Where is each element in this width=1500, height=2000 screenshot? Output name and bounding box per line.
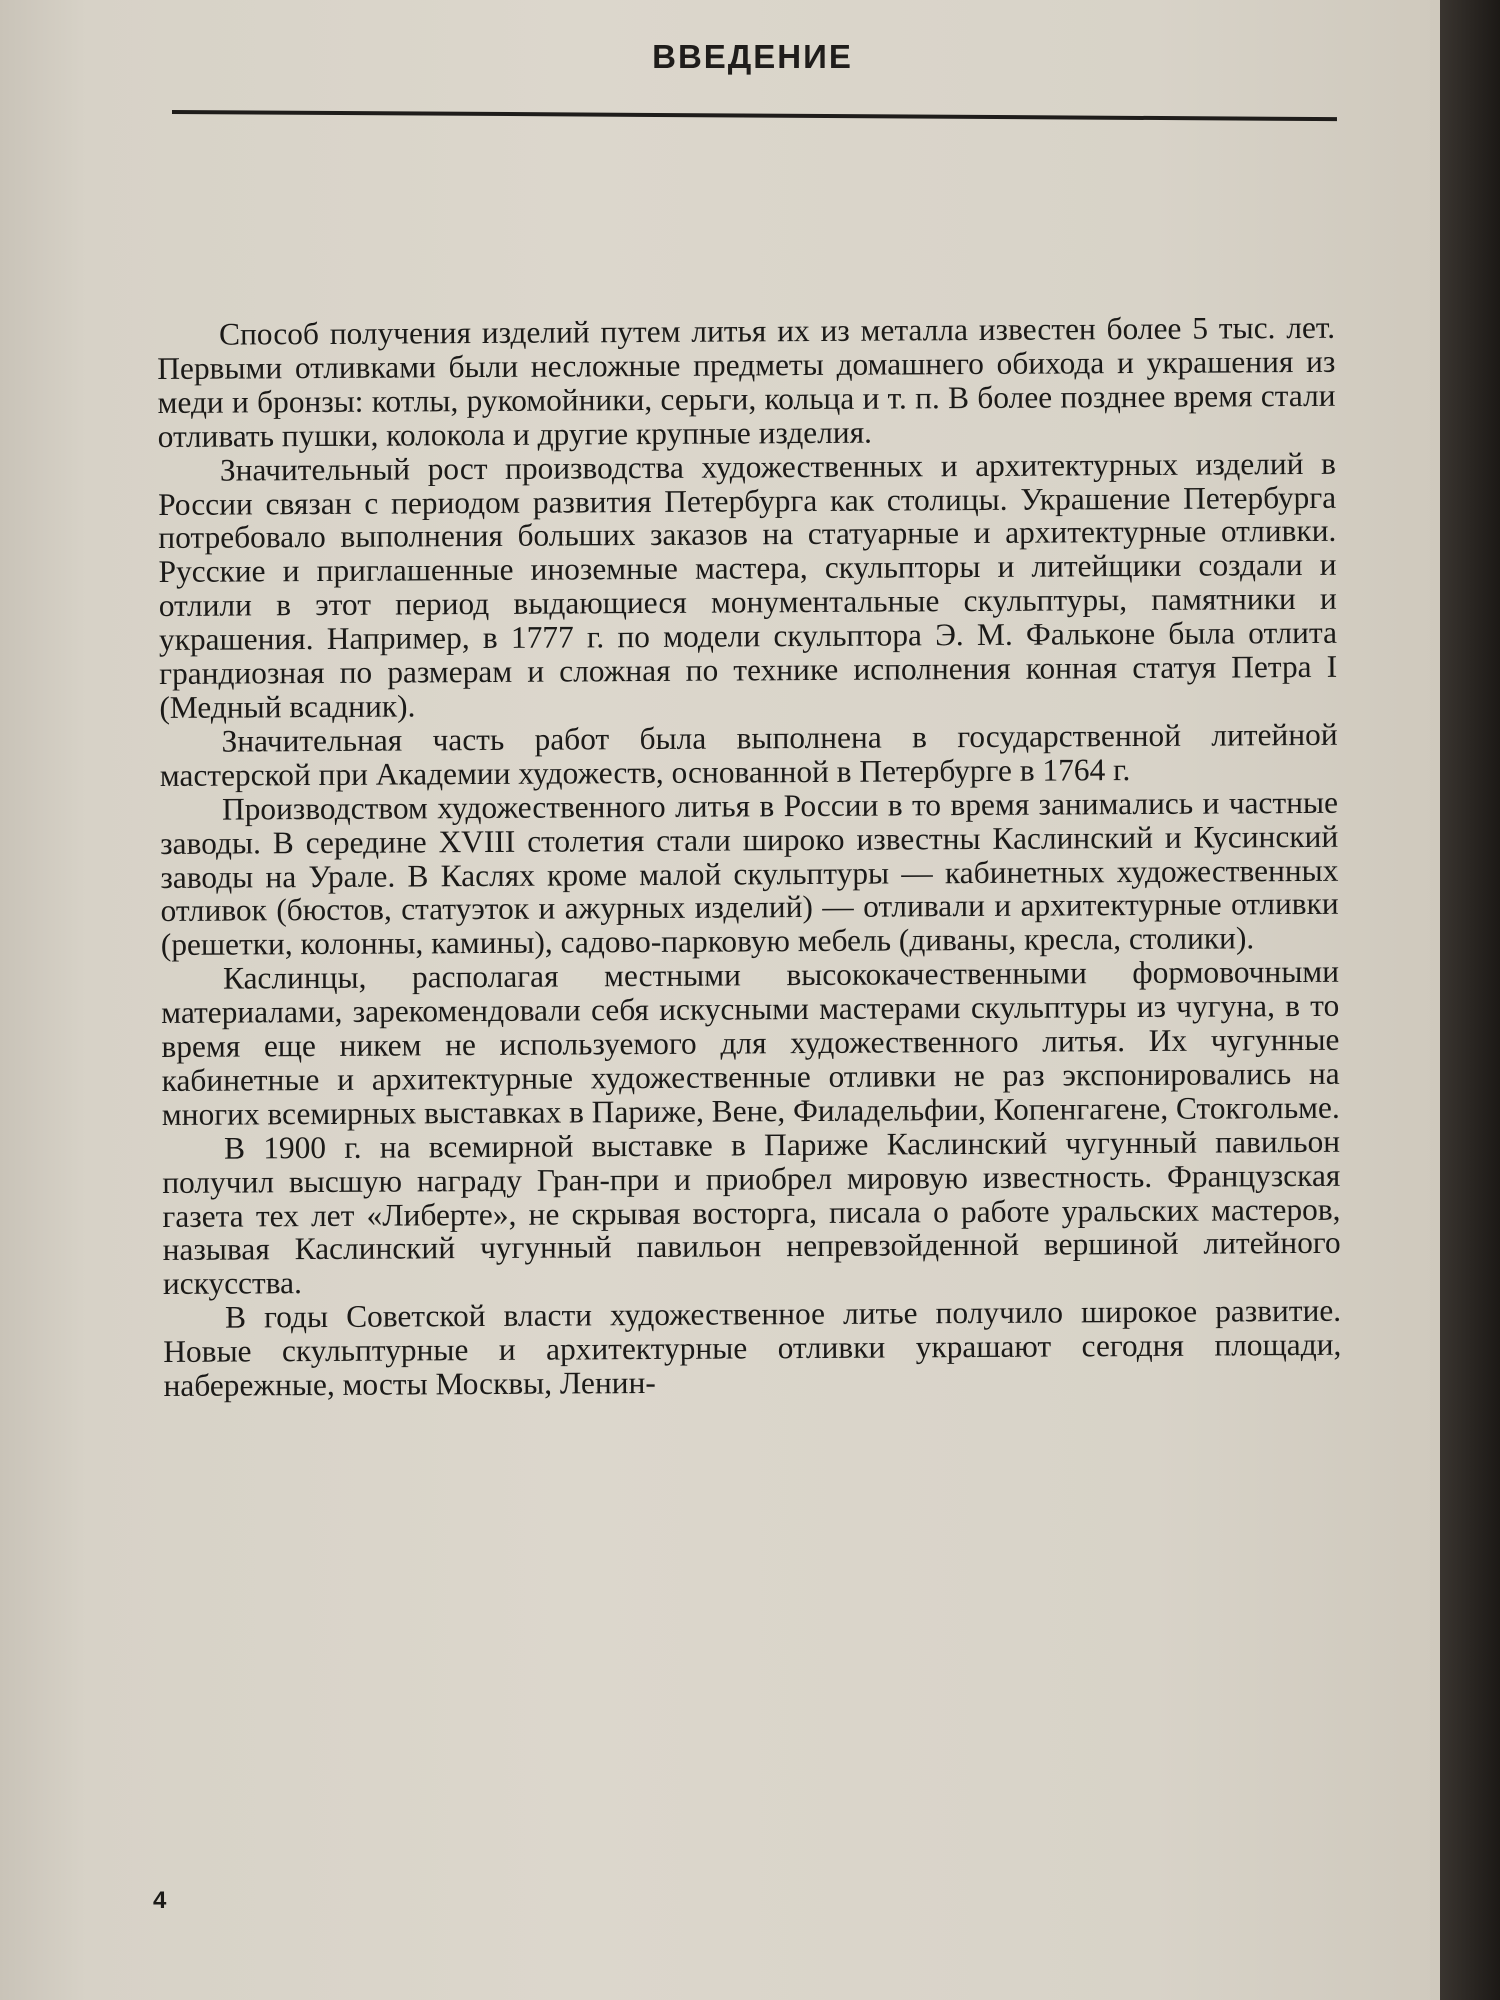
paragraph: В 1900 г. на всемирной выставке в Париже Каслинский чугунный павильон получил высшую награду Гран-при и приобрел мировую известность. Французская газета тех лет «Либерте», не скрывая восторга, писала о работе уральских мастеров, называя Каслинский чугунный павильон непревзойденной вершиной литейного искусства.: [162, 1123, 1341, 1302]
chapter-title: ВВЕДЕНИЕ: [652, 38, 853, 75]
paragraph: Значительный рост производства художественных и архитектурных изделий в России связан с периодом развития Петербурга как столицы. Украшение Петербурга потребовало выполнения больших заказов на статуарные и архитектурные отливки. Русские и приглашенные иноземные мастера, скульпторы и литейщики создали и отлили в этот период выдающиеся монументальные скульптуры, памятники и украшения. Например, в 1777 г. по модели скульптора Э. М. Фальконе была отлита грандиозная по размерам и сложная по технике исполнения конная статуя Петра I (Медный всадник).: [158, 445, 1338, 725]
paragraph: Способ получения изделий путем литья их из металла известен более 5 тыс. лет. Первыми отливками были несложные предметы домашнего обихода и украшения из меди и бронзы: котлы, рукомойники, серьги, кольца и т. п. В более позднее время стали отливать пушки, колокола и другие крупные изделия.: [157, 309, 1336, 454]
chapter-header: [170, 38, 1335, 138]
paragraph: Каслинцы, располагая местными высококачественными формовочными материалами, зарекомендовали себя искусными мастерами скульптуры из чугуна, в то время еще никем не используемого для художественного литья. Их чугунные кабинетные и архитектурные художественные отливки не раз экспонировались на многих всемирных выставках в Париже, Вене, Филадельфии, Копенгагене, Стокгольме.: [161, 954, 1340, 1132]
book-edge-shadow: [1440, 0, 1500, 2000]
title-rule: [172, 110, 1337, 121]
body-text: [157, 311, 1342, 1403]
paragraph: В годы Советской власти художественное литье получило широкое развитие. Новые скульптурные и архитектурные отливки украшают сегодня площади, набережные, мосты Москвы, Ленин-: [163, 1293, 1342, 1404]
paragraph: Значительная часть работ была выполнена в государственной литейной мастерской при Академии художеств, основанной в Петербурге в 1764 г.: [159, 716, 1338, 793]
page-number: 4: [153, 1887, 167, 1914]
paragraph: Производством художественного литья в России в то время занимались и частные заводы. В середине XVIII столетия стали широко известны Каслинский и Кусинский заводы на Урале. В Каслях кроме малой скульптуры — кабинетных художественных отливок (бюстов, статуэток и ажурных изделий) — отливали и архитектурные отливки (решетки, колонны, камины), садово-парковую мебель (диваны, кресла, столики).: [160, 784, 1339, 963]
